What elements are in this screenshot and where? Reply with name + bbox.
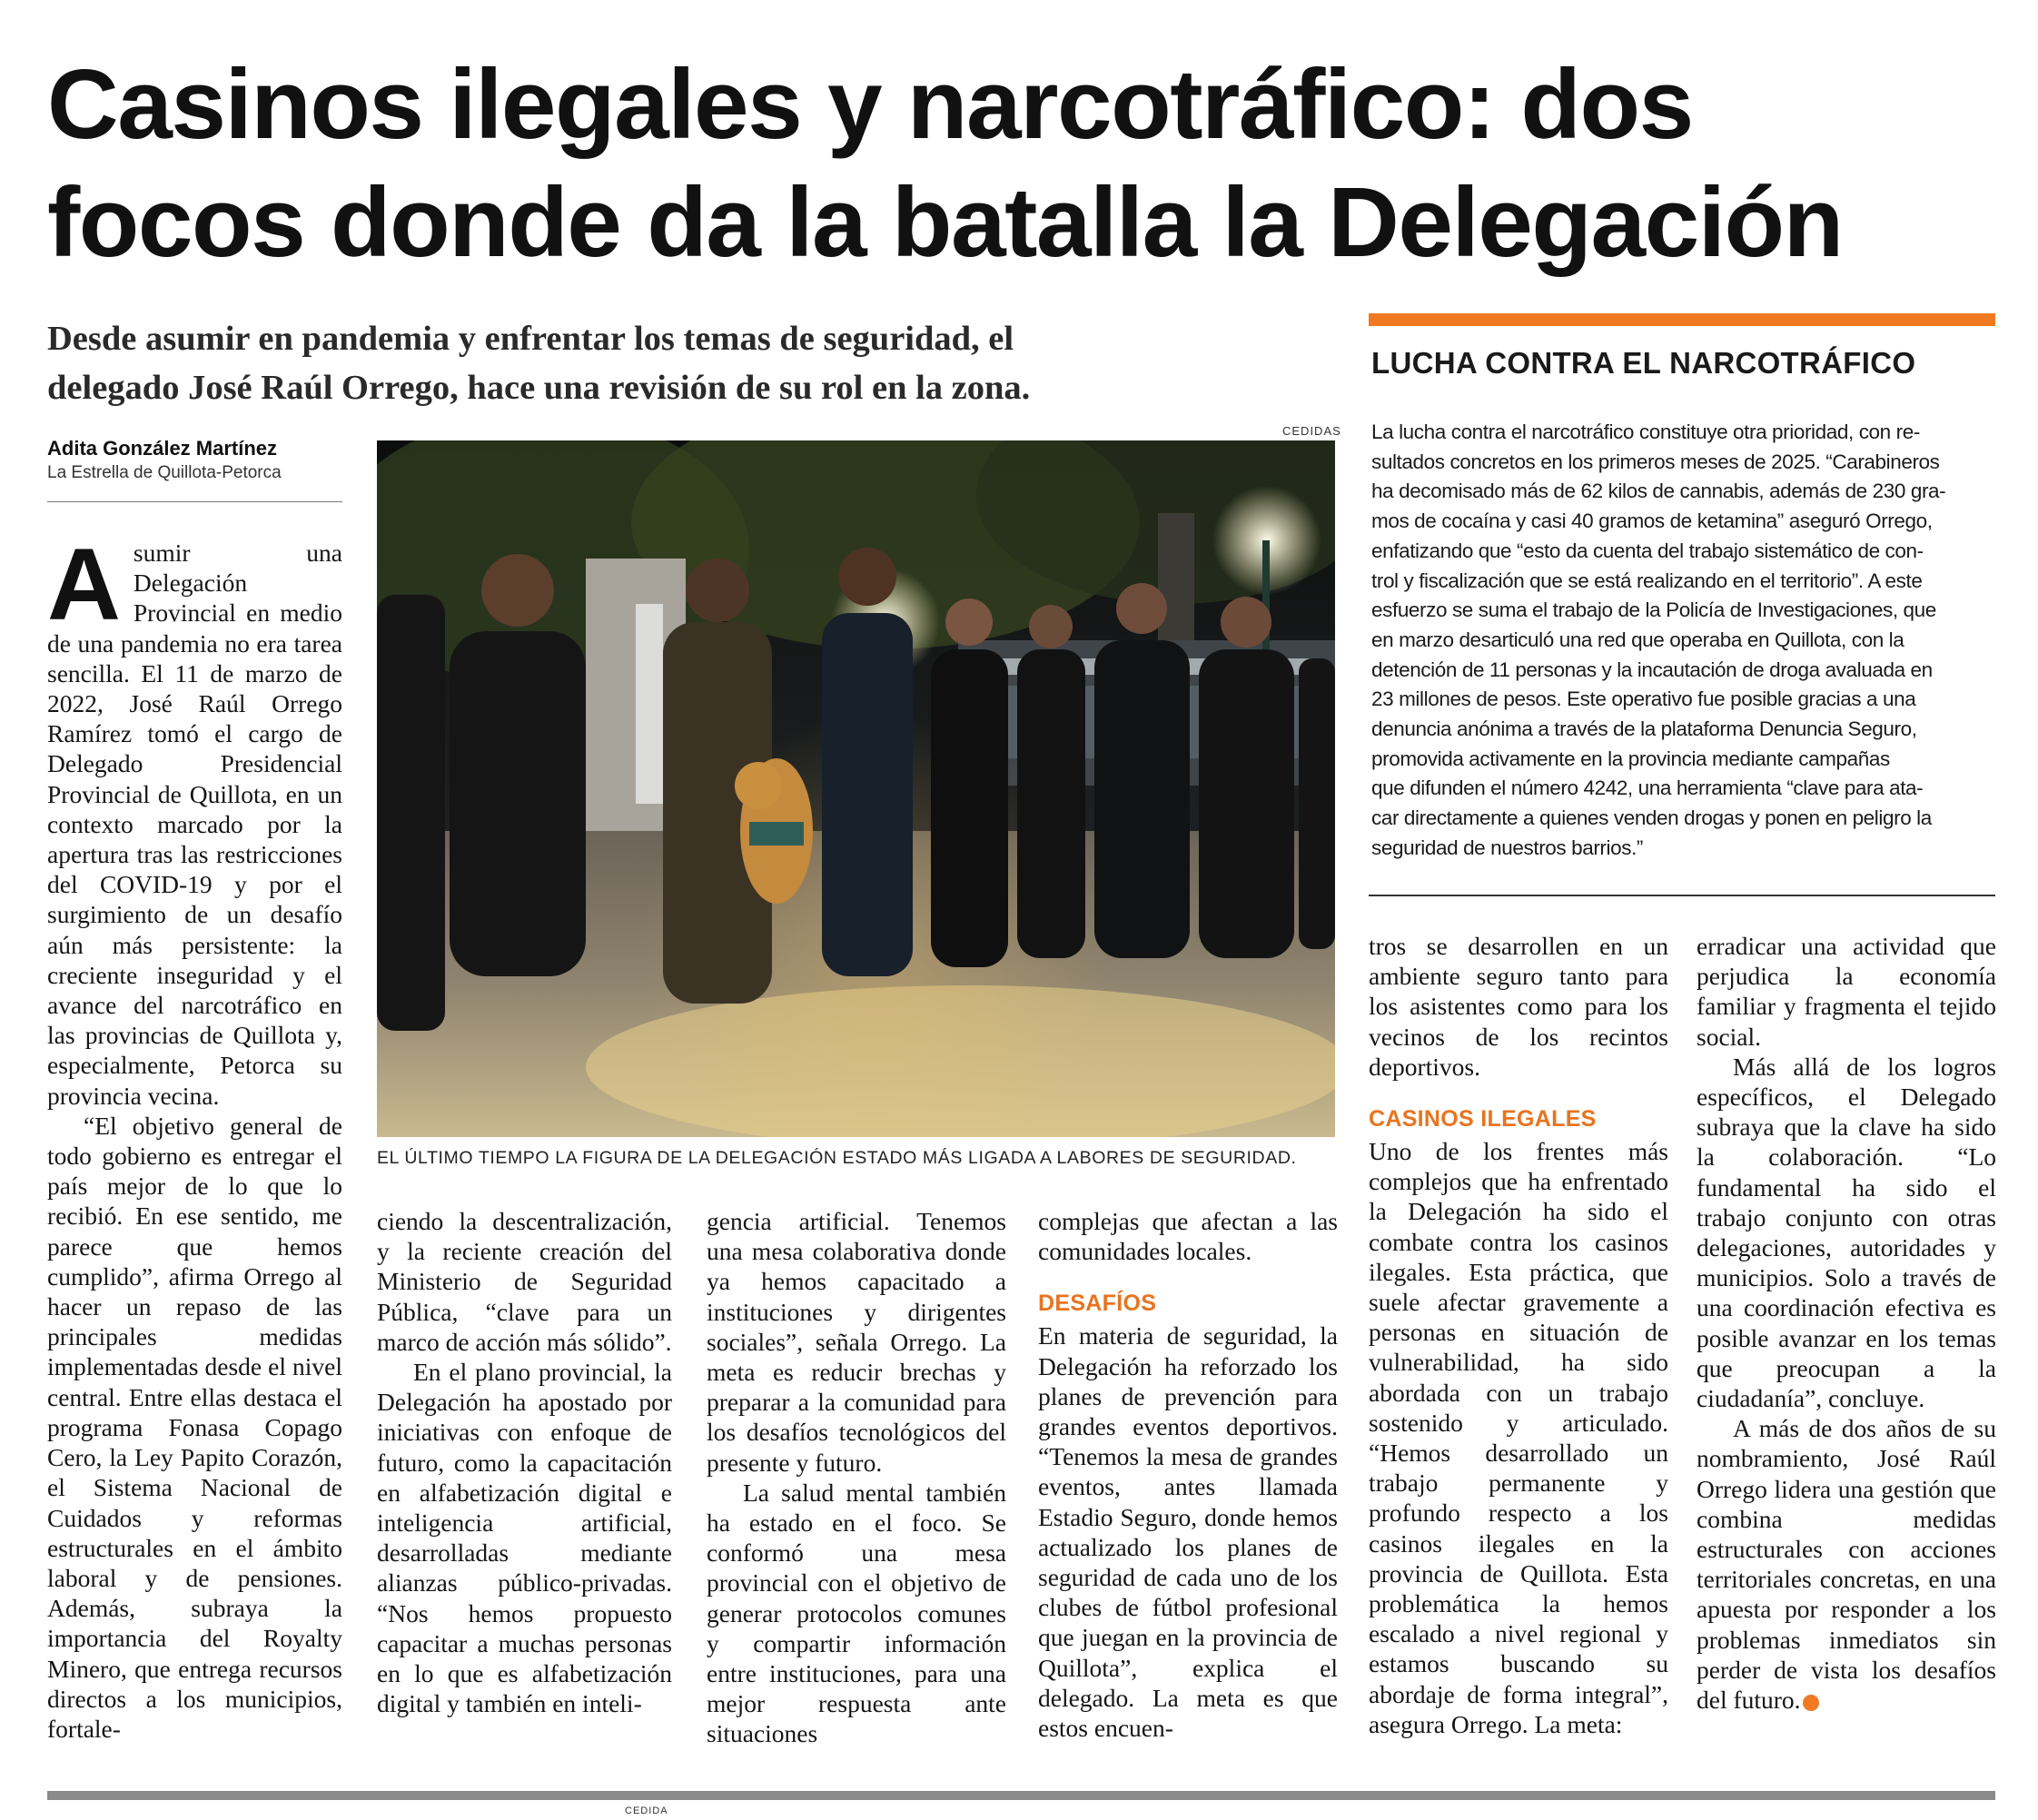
bottom-photo-credit: CEDIDA	[625, 1805, 668, 1816]
col6-paragraph-1: erradicar una actividad que perjudica la economía familiar y fragmenta el tejido social.	[1697, 932, 1996, 1051]
subhead-desafios: DESAFÍOS	[1038, 1291, 1157, 1317]
headline-line-1: Casinos ilegales y narcotráfico: dos	[47, 49, 1693, 160]
author-name: Adita González Martínez	[47, 437, 278, 460]
col1-paragraph-2: “El objetivo general de todo gobierno es entregar el país mejor de lo que lo recibió. En ese sentido, me parece que hemos cumplido”, afirma Orrego al hacer un repaso de las principales medidas implementadas desde el nivel central. Entre ellas destaca el programa Fonasa Copago Cero, la Ley Papito Corazón, el Sistema Nacional de Cuidados y reformas estructurales en el ámbito laboral y de pensiones. Además, subraya la importancia del Royalty Minero, que entrega recursos directos a los municipios, fortale-	[47, 1111, 342, 1743]
byline-divider	[47, 501, 342, 502]
page-bottom-bar	[47, 1791, 1995, 1800]
col3-paragraph-2: La salud mental también ha estado en el foco. Se conformó una mesa provincial con el objetivo de generar protocolos comunes y compartir información entre instituciones, para una mejor respuesta ante situaciones	[707, 1478, 1006, 1748]
sidebar-line: ha decomisado más de 62 kilos de cannabis, además de 230 gra-	[1371, 480, 1946, 503]
headline-line-2: focos donde da la batalla la Delegación	[47, 167, 1843, 278]
sidebar-body	[1371, 418, 1998, 864]
body-column-1	[47, 528, 342, 1744]
sidebar-line: 23 millones de pesos. Este operativo fue posible gracias a una	[1371, 687, 1916, 711]
article-photo	[377, 440, 1335, 1137]
group-photo-icon	[377, 440, 1335, 1137]
sidebar-line: esfuerzo se suma el trabajo de la Policía de Investigaciones, que	[1371, 598, 1936, 622]
sidebar-title: LUCHA CONTRA EL NARCOTRÁFICO	[1371, 346, 1916, 380]
body-column-5	[1369, 931, 1668, 1739]
sidebar-line: sultados concretos en los primeros meses de 2025. “Carabineros	[1371, 450, 1940, 473]
col2-paragraph-1: ciendo la descentralización, y la reciente creación del Ministerio de Seguridad Pública, “clave para un marco de acción más sólido”.	[377, 1207, 672, 1356]
sidebar-line: mos de cocaína y casi 40 gramos de ketamina” aseguró Orrego,	[1371, 509, 1933, 533]
sidebar-line: denuncia anónima a través de la plataforma Denuncia Seguro,	[1371, 717, 1917, 741]
deck	[47, 314, 1337, 412]
body-column-3	[707, 1206, 1006, 1749]
col4-paragraph-1: complejas que afectan a las comunidades locales.	[1038, 1207, 1338, 1266]
col5-paragraph-1: tros se desarrollen en un ambiente seguro tanto para los asistentes como para los vecinos de los recintos deportivos.	[1369, 932, 1668, 1081]
sidebar-line: trol y fiscalización que se está realizando en el territorio”. A este	[1371, 569, 1923, 592]
body-column-4	[1038, 1206, 1338, 1743]
sidebar-line: car directamente a quienes venden drogas y ponen en peligro la	[1371, 806, 1932, 830]
sidebar-line: promovida activamente en la provincia mediante campañas	[1371, 747, 1890, 770]
col3-paragraph-1: gencia artificial. Tenemos una mesa colaborativa donde ya hemos capacitado a instituciones y dirigentes sociales”, señala Orrego. La meta es reducir brechas y preparar a la comunidad para los desafíos tecnológicos del presente y futuro.	[707, 1207, 1006, 1477]
sidebar-bottom-rule	[1369, 895, 1995, 896]
col6-paragraph-3: A más de dos años de su nombramiento, José Raúl Orrego lidera una gestión que combina medidas estructurales con acciones territoriales concretas, en una apuesta por responder a los problemas inmediatos sin perder de vista los desafíos del futuro.	[1697, 1414, 1996, 1715]
col5-paragraph-2: Uno de los frentes más complejos que ha enfrentado la Delegación ha sido el combate contra los casinos ilegales. Esta práctica, que suele afectar gravemente a personas en situación de vulnerabilidad, ha sido abordada con un trabajo sostenido y articulado. “Hemos desarrollado un trabajo permanente y profundo respecto a los casinos ilegales en la provincia de Quillota. Esta problemática la hemos escalado a nivel regional y estamos buscando su abordaje de forma integral”, asegura Orrego. La meta:	[1369, 1137, 1668, 1738]
byline	[47, 436, 342, 485]
body-column-6	[1697, 931, 1996, 1715]
deck-line-1: Desde asumir en pandemia y enfrentar los temas de seguridad, el	[47, 320, 1014, 358]
col6-paragraph-2: Más allá de los logros específicos, el Delegado subraya que la clave ha sido la colaboración. “Lo fundamental ha sido el trabajo conjunto con otras delegaciones, autoridades y municipios. Solo a través de una coordinación efectiva es posible avanzar en los temas que preocupan a la ciudadanía”, concluye.	[1697, 1052, 1996, 1413]
sidebar-line: que difunden el número 4242, una herramienta “clave para ata-	[1371, 776, 1924, 800]
sidebar-line: detención de 11 personas y la incautación de droga avaluada en	[1371, 658, 1933, 681]
photo-credit: CEDIDAS	[1282, 424, 1341, 438]
drop-cap: A	[47, 528, 121, 641]
sidebar-line: en marzo desarticuló una red que operaba en Quillota, con la	[1371, 628, 1904, 651]
sidebar-line: La lucha contra el narcotráfico constituye otra prioridad, con re-	[1371, 420, 1920, 443]
photo-caption: EL ÚLTIMO TIEMPO LA FIGURA DE LA DELEGACIÓN ESTADO MÁS LIGADA A LABORES DE SEGURIDAD.	[377, 1148, 1297, 1168]
body-column-2	[377, 1206, 672, 1718]
outlet-name: La Estrella de Quillota-Petorca	[47, 463, 282, 482]
sidebar-line: seguridad de nuestros barrios.”	[1371, 836, 1644, 859]
col1-paragraph-1: sumir una Delegación Provincial en medio de una pandemia no era tarea sencilla. El 11 de marzo de 2022, José Raúl Orrego Ramírez tomó el cargo de Delegado Presidencial Provincial de Quillota, en un contexto marcado por la apertura tras las restricciones del COVID-19 y por el surgimiento de un desafío aún más persistente: la creciente inseguridad y el avance del narcotráfico en las provincias de Quillota y, especialmente, Petorca su provincia vecina.	[47, 539, 342, 1110]
col2-paragraph-2: En el plano provincial, la Delegación ha apostado por iniciativas con enfoque de futuro, como la capacitación en alfabetización digital e inteligencia artificial, desarrolladas mediante alianzas público-privadas. “Nos hemos propuesto capacitar a muchas personas en lo que es alfabetización digital y también en inteli-	[377, 1358, 672, 1718]
end-of-article-icon: ✪	[1803, 1695, 1819, 1711]
sidebar-accent-bar	[1369, 313, 1995, 326]
subhead-casinos: CASINOS ILEGALES	[1369, 1106, 1597, 1133]
deck-line-2: delegado José Raúl Orrego, hace una revisión de su rol en la zona.	[47, 369, 1031, 407]
headline	[47, 45, 2009, 282]
col4-paragraph-2: En materia de seguridad, la Delegación ha reforzado los planes de prevención para grandes eventos deportivos. “Tenemos la mesa de grandes eventos, antes llamada Estadio Seguro, donde hemos actualizado los planes de seguridad de cada uno de los clubes de fútbol profesional que juegan en la provincia de Quillota”, explica el delegado. La meta es que estos encuen-	[1038, 1321, 1338, 1743]
sidebar-line: enfatizando que “esto da cuenta del trabajo sistemático de con-	[1371, 539, 1924, 562]
